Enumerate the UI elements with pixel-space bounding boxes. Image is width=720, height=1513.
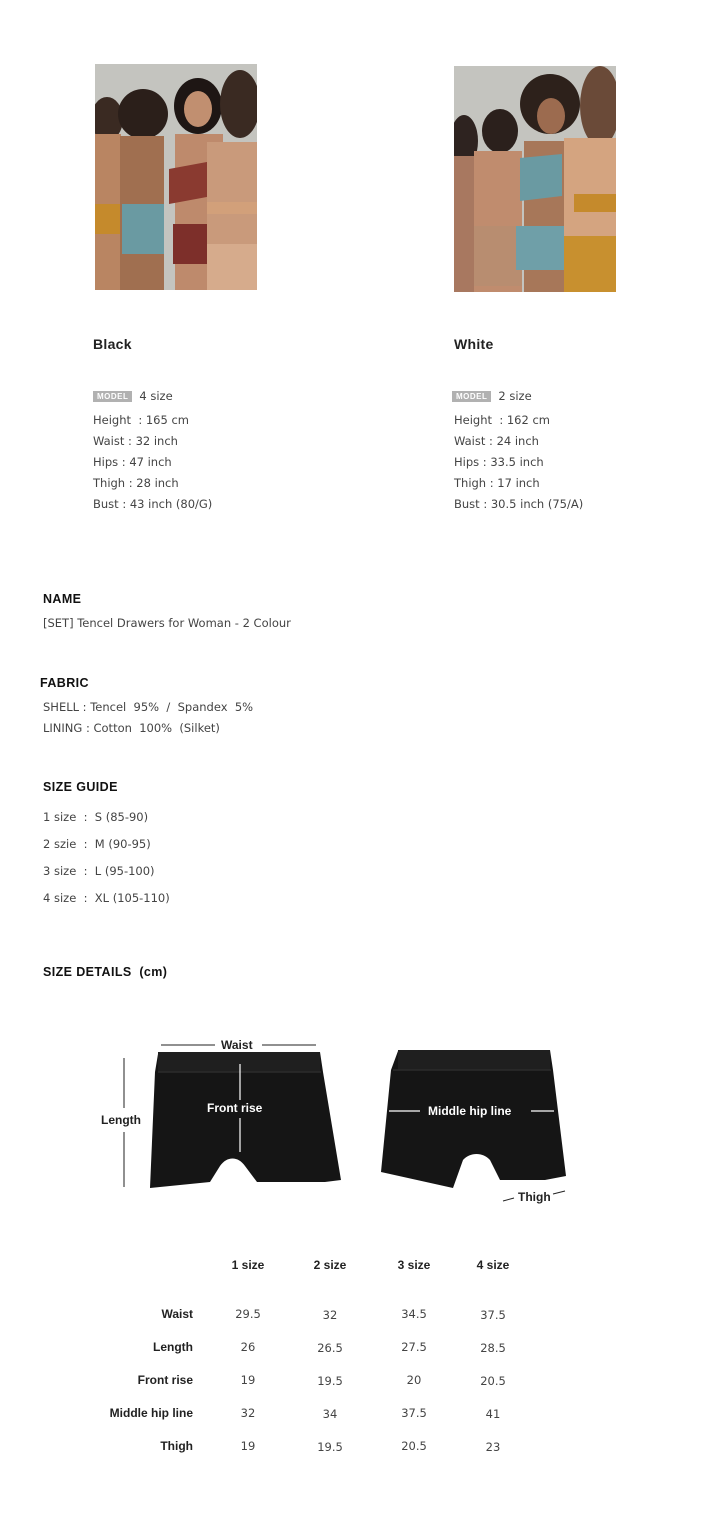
product-name: [SET] Tencel Drawers for Woman - 2 Colour (43, 616, 291, 630)
garment-illustration (95, 1030, 585, 1210)
model-stat-hips: Hips : 47 inch (93, 455, 172, 469)
size-row-label: Waist (161, 1307, 193, 1321)
waist-label: Waist (221, 1038, 253, 1052)
size-column-header: 1 size (231, 1258, 265, 1272)
model-stat-height: Height : 162 cm (454, 413, 550, 427)
thigh-label: Thigh (518, 1190, 551, 1204)
size-value-cell: 23 (485, 1440, 501, 1454)
model-info-white (452, 388, 583, 515)
model-badge: MODEL (452, 391, 491, 402)
size-value-cell: 32 (322, 1308, 338, 1322)
size-row-label: Length (153, 1340, 193, 1354)
model-stat-waist: Waist : 32 inch (93, 434, 178, 448)
model-size: 4 size (139, 389, 173, 403)
size-value-cell: 28.5 (480, 1341, 506, 1355)
color-name-black: Black (93, 336, 132, 352)
color-name-white: White (454, 336, 494, 352)
size-value-cell: 20 (406, 1373, 422, 1387)
model-size: 2 size (498, 389, 532, 403)
size-value-cell: 34 (322, 1407, 338, 1421)
size-guide-row: 4 size : XL (105-110) (43, 891, 170, 905)
model-stat-hips: Hips : 33.5 inch (454, 455, 544, 469)
size-value-cell: 20.5 (480, 1374, 506, 1388)
size-value-cell: 34.5 (401, 1307, 427, 1321)
model-stat-height: Height : 165 cm (93, 413, 189, 427)
size-row-label: Front rise (137, 1373, 193, 1387)
size-row-label: Middle hip line (109, 1406, 193, 1420)
size-diagram (95, 1030, 585, 1210)
size-row-label: Thigh (160, 1439, 193, 1453)
size-guide-row: 3 size : L (95-100) (43, 864, 155, 878)
middle-hip-line-label: Middle hip line (428, 1104, 512, 1118)
fabric-lining: LINING : Cotton 100% (Silket) (43, 721, 220, 735)
length-label: Length (101, 1113, 141, 1127)
model-badge: MODEL (93, 391, 132, 402)
size-value-cell: 32 (240, 1406, 256, 1420)
model-photo-white (454, 66, 616, 292)
size-value-cell: 26.5 (317, 1341, 343, 1355)
size-value-cell: 41 (485, 1407, 501, 1421)
model-stat-bust: Bust : 43 inch (80/G) (93, 497, 213, 511)
model-stat-thigh: Thigh : 28 inch (93, 476, 179, 490)
fabric-section-title: FABRIC (40, 676, 89, 690)
model-info-black (93, 388, 212, 515)
size-value-cell: 26 (240, 1340, 256, 1354)
size-guide-row: 1 size : S (85-90) (43, 810, 149, 824)
size-value-cell: 19.5 (317, 1440, 343, 1454)
size-column-header: 3 size (397, 1258, 431, 1272)
model-photo-black (95, 64, 257, 290)
size-column-header: 4 size (476, 1258, 510, 1272)
size-value-cell: 37.5 (401, 1406, 427, 1420)
size-value-cell: 19.5 (317, 1374, 343, 1388)
model-stat-thigh: Thigh : 17 inch (454, 476, 540, 490)
size-value-cell: 19 (240, 1373, 256, 1387)
front-rise-label: Front rise (207, 1101, 263, 1115)
fabric-shell: SHELL : Tencel 95% / Spandex 5% (43, 700, 254, 714)
size-details-title: SIZE DETAILS (cm) (43, 965, 168, 979)
size-guide-row: 2 szie : M (90-95) (43, 837, 151, 851)
model-stat-waist: Waist : 24 inch (454, 434, 539, 448)
size-guide-title: SIZE GUIDE (43, 780, 118, 794)
model-stat-bust: Bust : 30.5 inch (75/A) (454, 497, 584, 511)
size-value-cell: 20.5 (401, 1439, 427, 1453)
size-value-cell: 29.5 (235, 1307, 261, 1321)
size-column-header: 2 size (313, 1258, 347, 1272)
size-value-cell: 37.5 (480, 1308, 506, 1322)
size-value-cell: 19 (240, 1439, 256, 1453)
name-section-title: NAME (43, 592, 82, 606)
size-value-cell: 27.5 (401, 1340, 427, 1354)
